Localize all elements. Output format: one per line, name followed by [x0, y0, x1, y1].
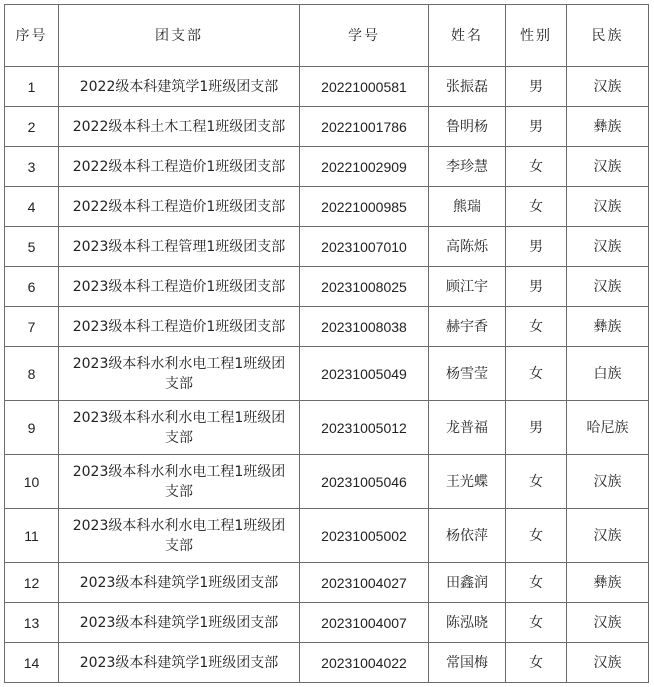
cell-name: 赫宇香 — [429, 307, 506, 347]
table-row — [5, 509, 649, 563]
cell-ethnicity: 汉族 — [567, 509, 649, 563]
cell-gender: 女 — [506, 147, 567, 187]
cell-gender: 男 — [506, 227, 567, 267]
table-row — [5, 603, 649, 643]
cell-gender: 男 — [506, 401, 567, 455]
cell-branch: 2023级本科建筑学1班级团支部 — [59, 643, 300, 683]
cell-name: 龙普福 — [429, 401, 506, 455]
cell-gender: 女 — [506, 603, 567, 643]
table-row — [5, 307, 649, 347]
cell-gender: 女 — [506, 563, 567, 603]
cell-branch: 2023级本科水利水电工程1班级团支部 — [59, 509, 300, 563]
cell-student-id: 20231004022 — [300, 643, 429, 683]
table-row — [5, 643, 649, 683]
cell-ethnicity: 彝族 — [567, 307, 649, 347]
cell-ethnicity: 汉族 — [567, 267, 649, 307]
cell-gender: 男 — [506, 107, 567, 147]
cell-name: 陈泓晓 — [429, 603, 506, 643]
cell-ethnicity: 汉族 — [567, 643, 649, 683]
table-row — [5, 563, 649, 603]
cell-branch: 2023级本科建筑学1班级团支部 — [59, 563, 300, 603]
cell-ethnicity: 白族 — [567, 347, 649, 401]
cell-index: 11 — [5, 509, 59, 563]
cell-student-id: 20221000581 — [300, 67, 429, 107]
cell-ethnicity: 汉族 — [567, 603, 649, 643]
cell-ethnicity: 汉族 — [567, 227, 649, 267]
cell-ethnicity: 汉族 — [567, 455, 649, 509]
cell-index: 3 — [5, 147, 59, 187]
cell-branch: 2023级本科水利水电工程1班级团支部 — [59, 455, 300, 509]
cell-index: 2 — [5, 107, 59, 147]
cell-index: 13 — [5, 603, 59, 643]
cell-index: 9 — [5, 401, 59, 455]
cell-branch: 2022级本科工程造价1班级团支部 — [59, 187, 300, 227]
cell-gender: 女 — [506, 307, 567, 347]
cell-ethnicity: 汉族 — [567, 147, 649, 187]
table-row — [5, 67, 649, 107]
cell-name: 张振磊 — [429, 67, 506, 107]
cell-name: 王光蝶 — [429, 455, 506, 509]
cell-ethnicity: 彝族 — [567, 563, 649, 603]
cell-gender: 女 — [506, 455, 567, 509]
cell-student-id: 20231005002 — [300, 509, 429, 563]
cell-name: 李珍慧 — [429, 147, 506, 187]
cell-index: 14 — [5, 643, 59, 683]
cell-branch: 2023级本科工程造价1班级团支部 — [59, 307, 300, 347]
cell-index: 10 — [5, 455, 59, 509]
cell-branch: 2022级本科土木工程1班级团支部 — [59, 107, 300, 147]
cell-name: 杨雪莹 — [429, 347, 506, 401]
table-row — [5, 347, 649, 401]
cell-index: 6 — [5, 267, 59, 307]
cell-student-id: 20231004027 — [300, 563, 429, 603]
cell-index: 8 — [5, 347, 59, 401]
cell-ethnicity: 汉族 — [567, 187, 649, 227]
cell-ethnicity: 汉族 — [567, 67, 649, 107]
cell-gender: 女 — [506, 643, 567, 683]
cell-name: 田鑫润 — [429, 563, 506, 603]
header-index: 序号 — [5, 5, 59, 67]
cell-student-id: 20231007010 — [300, 227, 429, 267]
cell-name: 鲁明杨 — [429, 107, 506, 147]
cell-index: 4 — [5, 187, 59, 227]
cell-name: 杨依萍 — [429, 509, 506, 563]
table-row — [5, 267, 649, 307]
cell-ethnicity: 哈尼族 — [567, 401, 649, 455]
cell-branch: 2023级本科工程造价1班级团支部 — [59, 267, 300, 307]
cell-index: 12 — [5, 563, 59, 603]
header-ethnicity: 民族 — [567, 5, 649, 67]
cell-student-id: 20231008025 — [300, 267, 429, 307]
cell-name: 顾江宇 — [429, 267, 506, 307]
cell-branch: 2022级本科工程造价1班级团支部 — [59, 147, 300, 187]
cell-branch: 2023级本科工程管理1班级团支部 — [59, 227, 300, 267]
cell-gender: 女 — [506, 347, 567, 401]
header-row — [5, 5, 649, 67]
cell-student-id: 20221002909 — [300, 147, 429, 187]
cell-index: 1 — [5, 67, 59, 107]
table-row — [5, 401, 649, 455]
cell-branch: 2023级本科水利水电工程1班级团支部 — [59, 401, 300, 455]
table-row — [5, 107, 649, 147]
cell-index: 7 — [5, 307, 59, 347]
cell-ethnicity: 彝族 — [567, 107, 649, 147]
header-branch: 团支部 — [59, 5, 300, 67]
cell-student-id: 20231008038 — [300, 307, 429, 347]
document-page — [4, 4, 649, 683]
cell-gender: 女 — [506, 509, 567, 563]
table-row — [5, 187, 649, 227]
member-table — [4, 4, 649, 683]
header-name: 姓名 — [429, 5, 506, 67]
cell-student-id: 20231005049 — [300, 347, 429, 401]
cell-student-id: 20231004007 — [300, 603, 429, 643]
table-row — [5, 147, 649, 187]
cell-student-id: 20231005046 — [300, 455, 429, 509]
header-student-id: 学号 — [300, 5, 429, 67]
cell-gender: 男 — [506, 267, 567, 307]
cell-branch: 2023级本科水利水电工程1班级团支部 — [59, 347, 300, 401]
cell-name: 高陈烁 — [429, 227, 506, 267]
table-row — [5, 227, 649, 267]
cell-student-id: 20221000985 — [300, 187, 429, 227]
cell-gender: 女 — [506, 187, 567, 227]
cell-student-id: 20231005012 — [300, 401, 429, 455]
table-row — [5, 455, 649, 509]
cell-branch: 2023级本科建筑学1班级团支部 — [59, 603, 300, 643]
cell-name: 熊瑞 — [429, 187, 506, 227]
cell-gender: 男 — [506, 67, 567, 107]
cell-name: 常国梅 — [429, 643, 506, 683]
cell-branch: 2022级本科建筑学1班级团支部 — [59, 67, 300, 107]
cell-index: 5 — [5, 227, 59, 267]
header-gender: 性别 — [506, 5, 567, 67]
cell-student-id: 20221001786 — [300, 107, 429, 147]
